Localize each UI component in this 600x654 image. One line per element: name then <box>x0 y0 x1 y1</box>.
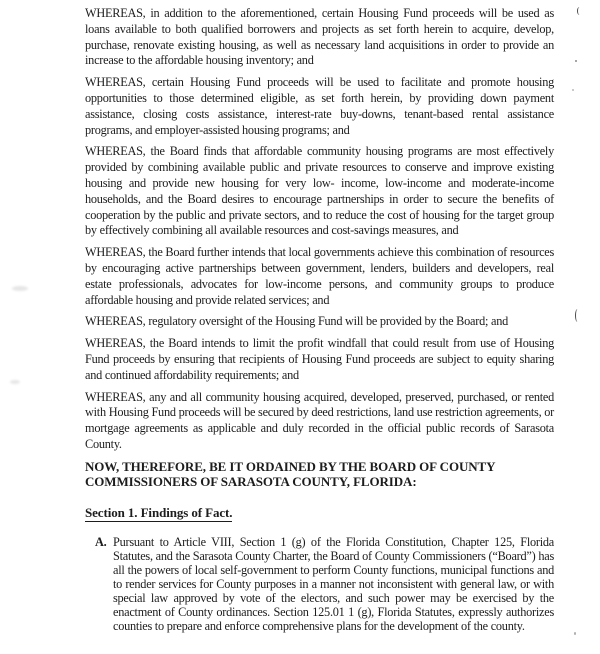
whereas-paragraph-profit-windfall: WHEREAS, the Board intends to limit the profit windfall that could result from use of Housing Fund proceeds by ensuring that recipients of Housing Fund proceeds are subject to equity sharing and continued affordability requirements; and <box>85 336 554 382</box>
scan-artifact-smudge <box>12 286 28 291</box>
finding-item-a-label: A. <box>95 534 107 549</box>
whereas-paragraph-regulatory-oversight: WHEREAS, regulatory oversight of the Housing Fund will be provided by the Board; and <box>85 314 508 329</box>
whereas-paragraph-loans: WHEREAS, in addition to the aforementioned, certain Housing Fund proceeds will be used as loans available to both qualified borrowers and projects as set forth herein to acquire, develop, purchase, renovate existing housing, as well as necessary land acquisitions in order to provide an increase to the affordable housing inventory; and <box>85 6 554 68</box>
scan-artifact-dot <box>574 632 576 635</box>
scan-artifact-dot <box>575 60 577 62</box>
finding-item-a-text: Pursuant to Article VIII, Section 1 (g) of the Florida Constitution, Chapter 125, Florida Statutes, and the Sarasota County Charter, the Board of County Commissioners (“Board”) has all the powers of local self-government to perform County functions, municipal functions and to render services for County purposes in a manner not inconsistent with general law, or with special law approved by vote of the electors, and such power may be exercised by the enactment of County ordinances. Section 125.01 1 (g), Florida Statutes, expressly authorizes counties to prepare and enforce comprehensive plans for the development of the county. <box>113 534 554 633</box>
ordained-heading-line1: NOW, THEREFORE, BE IT ORDAINED BY THE BOARD OF COUNTY <box>85 458 496 474</box>
whereas-paragraph-board-finds: WHEREAS, the Board finds that affordable community housing programs are most effectively provided by combining available public and private resources to conserve and improve existing housing and provide new housing for very low- income, low-income and moderate-income households, and the Board desires to encourage partnerships in order to secure the benefits of cooperation by the public and private sectors, and to reduce the cost of housing for the target group by effectively combining all available resources and cost-savings measures, and <box>85 144 554 238</box>
ordained-heading <box>85 459 554 490</box>
scan-artifact-paren <box>575 309 580 322</box>
whereas-paragraph-deed-restrictions: WHEREAS, any and all community housing acquired, developed, preserved, purchased, or rented with Housing Fund proceeds will be secured by deed restrictions, land use restriction agreements, or mortgage agreements as applicable and duly recorded in the official public records of Sarasota County. <box>85 389 554 451</box>
ordained-heading-line2: COMMISSIONERS OF SARASOTA COUNTY, FLORIDA: <box>85 474 417 490</box>
section-1-heading <box>85 505 554 521</box>
scan-artifact-smudge <box>10 380 20 384</box>
scan-artifact-dot <box>572 89 574 91</box>
whereas-paragraph-assistance-programs: WHEREAS, certain Housing Fund proceeds will be used to facilitate and promote housing opportunities to those determined eligible, as set forth herein, by providing down payment assistance, closing costs assistance, interest-rate buy-downs, tenant-based rental assistance programs, and employer-assisted housing programs; and <box>85 75 554 137</box>
scan-artifact-mark <box>577 7 582 15</box>
whereas-paragraph-partnerships: WHEREAS, the Board further intends that local governments achieve this combination of resources by encouraging active partnerships between government, lenders, builders and developers, real estate professionals, advocates for low-income persons, and community groups to produce affordable housing and provide related services; and <box>85 245 555 307</box>
finding-item-a <box>95 535 554 633</box>
section-1-heading-text: Section 1. Findings of Fact. <box>85 504 233 520</box>
